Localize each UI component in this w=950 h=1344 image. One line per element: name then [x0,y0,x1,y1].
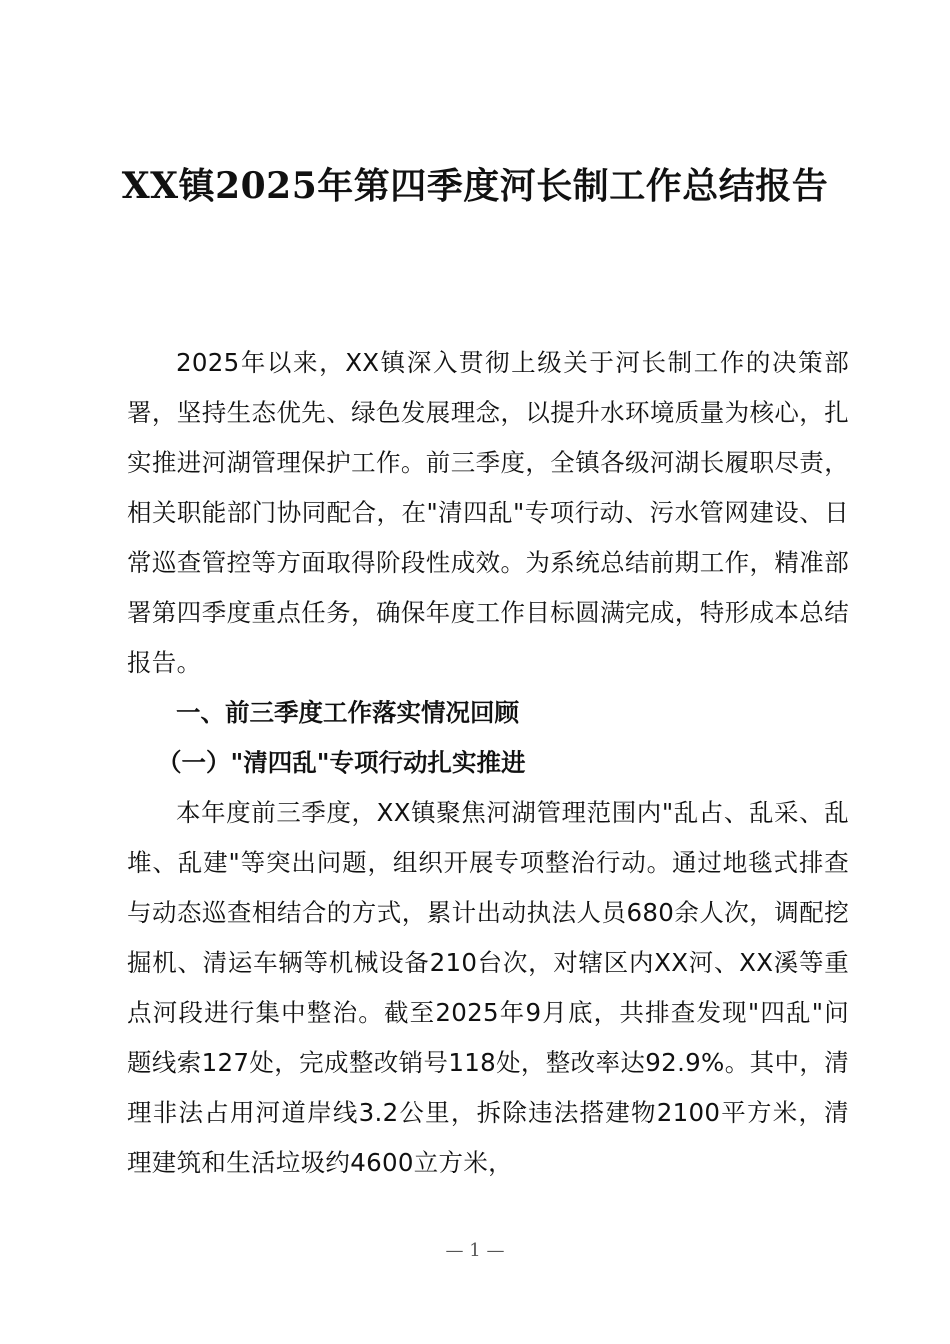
intro-paragraph: 2025年以来，XX镇深入贯彻上级关于河长制工作的决策部署，坚持生态优先、绿色发展理念，以提升水环境质量为核心，扎实推进河湖管理保护工作。前三季度，全镇各级河湖长履职尽责，相关职能部门协同配合，在"清四乱"专项行动、污水管网建设、日常巡查管控等方面取得阶段性成效。为系统总结前期工作，精准部署第四季度重点任务，确保年度工作目标圆满完成，特形成本总结报告。 [127,348,849,677]
subsection-heading: （一）"清四乱"专项行动扎实推进 [157,748,526,777]
section-heading: 一、前三季度工作落实情况回顾 [176,698,519,727]
page-number: — 1 — [445,1240,505,1261]
document-title: XX镇2025年第四季度河长制工作总结报告 [121,165,829,207]
document-body [127,338,849,1188]
subsection-paragraph: 本年度前三季度，XX镇聚焦河湖管理范围内"乱占、乱采、乱堆、乱建"等突出问题，组织开展专项整治行动。通过地毯式排查与动态巡查相结合的方式，累计出动执法人员680余人次，调配挖掘机、清运车辆等机械设备210台次，对辖区内XX河、XX溪等重点河段进行集中整治。截至2025年9月底，共排查发现"四乱"问题线索127处，完成整改销号118处，整改率达92.9%。其中，清理非法占用河道岸线3.2公里，拆除违法搭建物2100平方米，清理建筑和生活垃圾约4600立方米， [127,798,849,1177]
